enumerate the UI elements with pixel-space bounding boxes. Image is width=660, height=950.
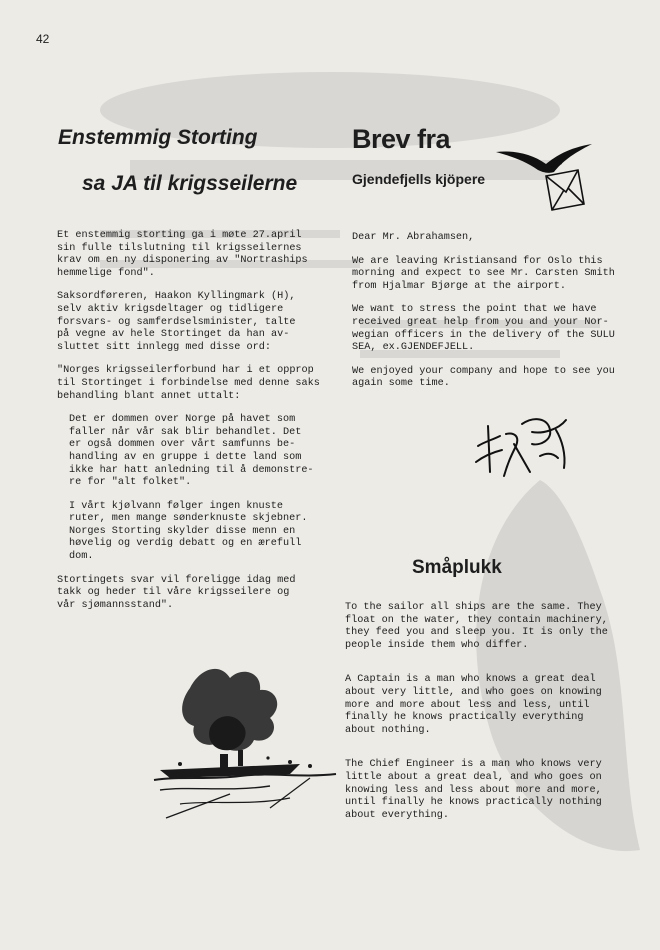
quote-paragraph: Det er dommen over Norge på havet som faller når vår sak blir behandlet. Det er også dommen over vårt samfunns be- handling av en gruppe i dette land som ikke har hatt anledning til å demonstre- re for "alt folket".	[69, 414, 314, 489]
left-article-body	[57, 230, 322, 623]
smaplukk-body	[345, 602, 635, 844]
left-headline	[58, 126, 318, 196]
right-headline	[352, 124, 485, 187]
seagull-and-envelope-icon	[494, 130, 594, 212]
letter-body	[352, 232, 632, 402]
left-paragraph: Saksordføreren, Haakon Kyllingmark (H), selv aktiv krigsdeltager og tidligere forsvars- og samferdselsminister, talte på vegne av hele Stortinget da han av- sluttet sitt innlegg med disse ord:	[57, 291, 296, 353]
smaplukk-title: Småplukk	[412, 557, 502, 578]
left-headline-line2: sa JA til krigsseilerne	[82, 172, 298, 195]
letter-paragraph: We want to stress the point that we have received great help from you and your Nor- wegian officers in the delivery of the SULU SEA, ex.GJENDEFJELL.	[352, 304, 615, 354]
handwritten-signature	[470, 406, 580, 486]
right-headline-subtitle: Gjendefjells kjöpere	[352, 171, 486, 187]
smaplukk-paragraph: To the sailor all ships are the same. They float on the water, they contain machinery, they feed you and sleep you. It is only the people inside them who differ.	[345, 602, 608, 651]
letter-paragraph: We are leaving Kristiansand for Oslo this morning and expect to see Mr. Carsten Smith from Hjalmar Bjørge at the airport.	[352, 255, 615, 292]
letter-paragraph: We enjoyed your company and hope to see you again some time.	[352, 365, 615, 390]
letter-paragraph: Dear Mr. Abrahamsen,	[352, 232, 475, 243]
ink-sketch-ship-explosion	[150, 658, 340, 828]
page-number: 42	[36, 32, 50, 46]
right-headline-title: Brev fra	[352, 124, 451, 154]
left-headline-line1: Enstemmig Storting	[58, 126, 258, 149]
smaplukk-paragraph: A Captain is a man who knows a great deal about very little, and who goes on knowing more and more about less and less, until finally he knows practically everything about nothing.	[345, 674, 602, 736]
left-closing-paragraph: Stortingets svar vil foreligge idag med takk og heder til våre krigsseilere og vår sjømannsstand".	[57, 574, 296, 611]
quote-paragraph: I vårt kjølvann følger ingen knuste ruter, men mange sønderknuste skjebner. Norges Storting skylder disse menn en høvelig og verdig debatt og en ærefull dom.	[69, 500, 308, 563]
left-paragraph: "Norges krigsseilerforbund har i et opprop til Stortinget i forbindelse med denne saks behandling blant annet uttalt:	[57, 365, 320, 402]
smaplukk-paragraph: The Chief Engineer is a man who knows very little about a great deal, and who goes on knowing less and less about more and more, until finally he knows practically nothing about everything.	[345, 759, 602, 821]
left-paragraph: Et enstemmig storting ga i møte 27.april sin fulle tilslutning til krigsseilernes krav om en ny disponering av "Nortraships hemmelige fond".	[57, 230, 308, 279]
